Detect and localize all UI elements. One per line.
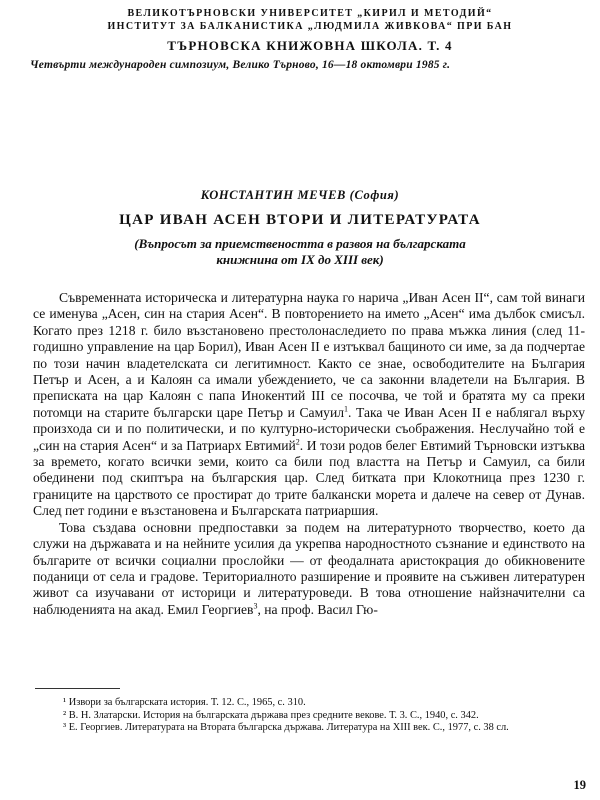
article-author: КОНСТАНТИН МЕЧЕВ (София)	[200, 188, 400, 202]
footnote-2: ² В. Н. Златарски. История на българската държава през средните векове. Т. 3. С., 1940, с. 342.	[63, 709, 479, 721]
footnotes	[35, 697, 585, 735]
footnote-ref-3: 3	[253, 601, 258, 611]
paragraph-1-part-c: . И този родов белег Евтимий Търновски изтъква за времето, когато всички земи, които са били под властта на Петър и Самуил, са били обединени под скиптъра на българския цар. След битката при Клокотница през 1230 г. границите на царството се простират до трите балкански морета и далече на север от Дунав. След пет години е възстановена и Българската патриаршия.	[33, 437, 585, 519]
article-body	[33, 290, 585, 618]
article-title: ЦАР ИВАН АСЕН ВТОРИ И ЛИТЕРАТУРАТА	[119, 212, 481, 228]
paragraph-1-part-b: . Така че Иван Асен II е наблягал върху произхода си и по политически, и по културно-исторически съображения. Неслучайно той е „син на стария Асен“ и за Патриарх Евтимий	[33, 404, 585, 453]
paragraph-2-part-b: , на проф. Васил Гю-	[257, 601, 378, 617]
institute-name: ИНСТИТУТ ЗА БАЛКАНИСТИКА „ЛЮДМИЛА ЖИВКОВА“ ПРИ БАН	[107, 21, 513, 32]
paragraph-2	[33, 520, 585, 618]
footnote-ref-1: 1	[344, 404, 349, 414]
footnote-1: ¹ Извори за българската история. Т. 12. С., 1965, с. 310.	[63, 697, 306, 708]
article-subtitle: (Въпросът за приемствеността в развоя на българската книжнина от IX до XIII век)	[134, 236, 466, 267]
footnote-divider	[35, 688, 120, 689]
paragraph-1-part-a: Съвременната историческа и литературна наука го нарича „Иван Асен II“, сам той винаги се именува „Асен, син на стария Асен“. В повторението на името „Асен“ има дълбок смисъл. Когато през 1218 г. било възстановено престолонаследието по права мъжка линия (след 11-годишно управление на цар Борил), Иван Асен II е изтъквал бащиното си име, за да подчертае по този начин владетелската си легитимност. Както се знае, освободителите на България Петър и Асен, а и Калоян са имали убеждението, че са законни владетели на България. В преписката на цар Калоян с папа Инокентий III се посочва, че той и братята му са преки потомци на старите български царе Петър и Самуил	[33, 290, 585, 420]
footnote-ref-2: 2	[295, 437, 300, 447]
footnote-3: ³ Е. Георгиев. Литературата на Втората българска държава. Литература на XIII век. С., 1977, с. 38 сл.	[63, 722, 509, 734]
page-number: 19	[573, 778, 586, 792]
university-name: ВЕЛИКОТЪРНОВСКИ УНИВЕРСИТЕТ „КИРИЛ И МЕТОДИЙ“	[127, 8, 493, 19]
paragraph-1	[33, 290, 585, 520]
paragraph-2-part-a: Това създава основни предпоставки за подем на литературното творчество, което да служи на държавата и на нейните усилия да укрепва народностното съзнание и единството на българите от всички социални прослойки — от феодалната аристокрация до обикновените поданици от села и градове. Териториалното разширение и проявите на съживен литературен живот са изучавани от историци и литературоведи. В това отношение найзначителни са наблюденията на акад. Емил Георгиев	[33, 519, 585, 617]
series-title: ТЪРНОВСКА КНИЖОВНА ШКОЛА. Т. 4	[167, 38, 453, 53]
symposium-line: Четвърти международен симпозиум, Велико Търново, 16—18 октомври 1985 г.	[30, 59, 451, 71]
